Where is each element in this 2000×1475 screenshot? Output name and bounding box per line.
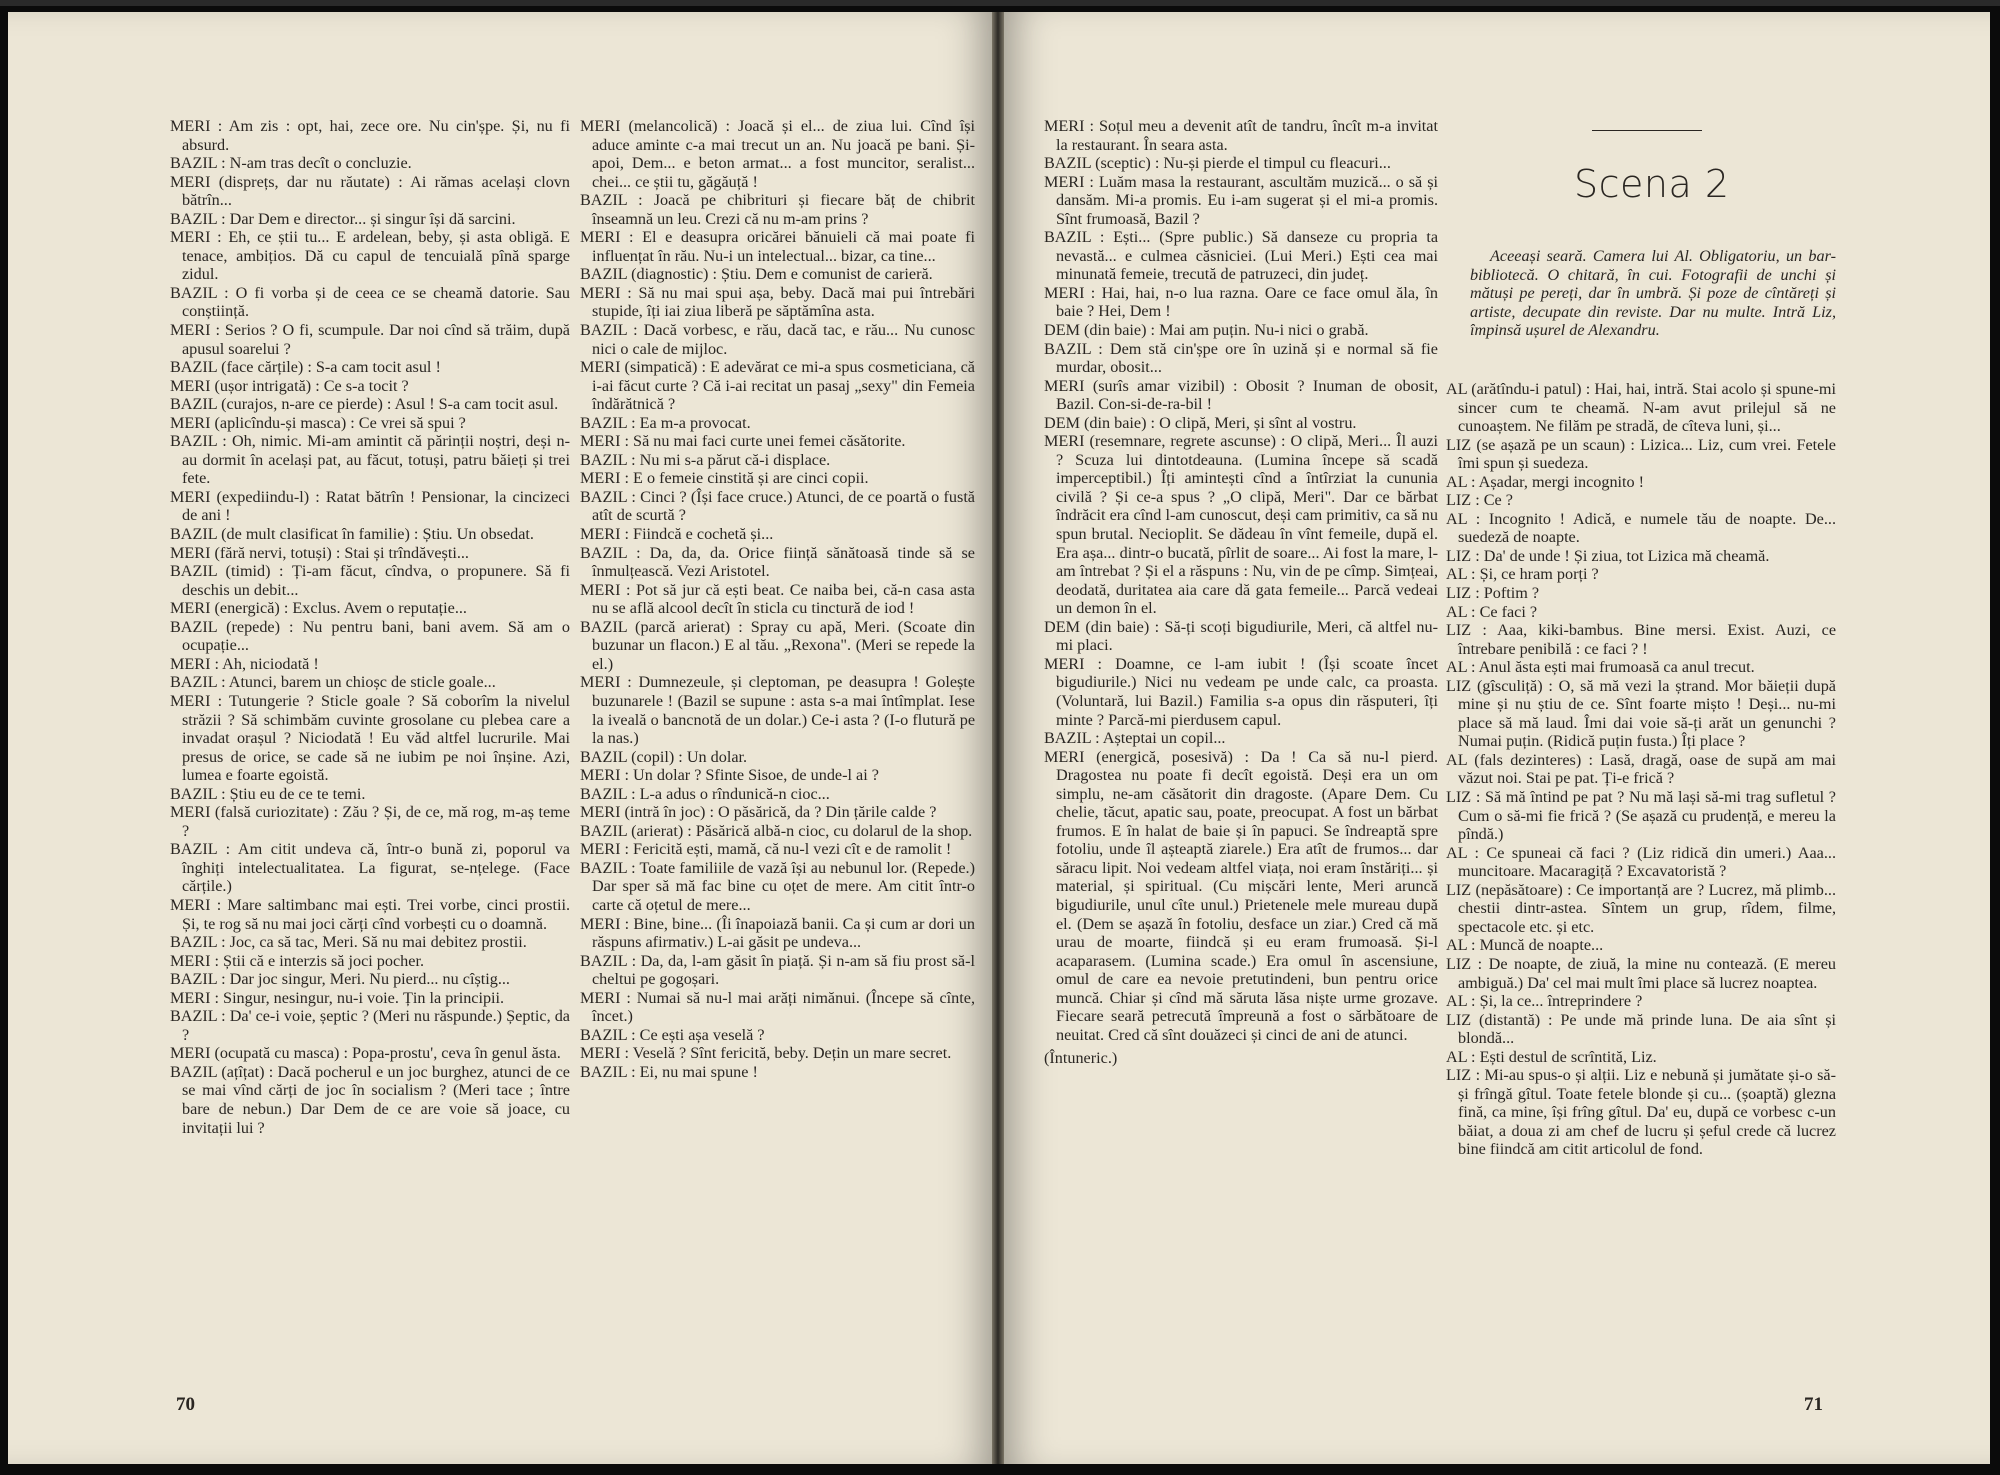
dialogue-line: BAZIL : Știu eu de ce te temi. <box>170 784 366 803</box>
dialogue-line: BAZIL : Joacă pe chibrituri și fiecare băț de chibrit înseamnă un leu. Crezi că nu m-am prins ? <box>580 191 975 228</box>
dialogue-line: MERI : Fericită ești, mamă, că nu-l vezi cît e de ramolit ! <box>580 840 952 859</box>
dialogue-line: BAZIL : Dar Dem e director... și singur își dă sarcini. <box>170 209 516 228</box>
dialogue-line: BAZIL : Da, da, da. Orice ființă sănătoasă tinde să se înmulțească. Vezi Aristotel. <box>580 543 975 581</box>
dialogue-line: MERI : El e deasupra oricărei bănuieli că mai poate fi influențat în rău. Nu-i un intelectual... bizar, ca tine... <box>580 228 975 265</box>
dialogue-line: MERI : Doamne, ce l-am iubit ! (Își scoate încet bigudiurile.) Nici nu vedeam pe unde calc, ca proasta. (Voluntară, lui Bazil.) Familia s-a opus din răsputeri, îți minte ? Parcă-mi pierdusem capul. <box>1044 654 1438 729</box>
dialogue-line: BAZIL (ațîțat) : Dacă pocherul e un joc burghez, atunci de ce se mai vînd cărți de joc în socialism ? (Meri tace ; între bare de nebun.) Dar Dem de ce are voie să joace, cu invitații lui ? <box>170 1062 570 1137</box>
dialogue-line: BAZIL (face cărțile) : S-a cam tocit asul ! <box>170 358 441 377</box>
dialogue-line: LIZ : Da' de unde ! Și ziua, tot Lizica mă cheamă. <box>1446 546 1770 565</box>
dialogue-line: MERI (ușor intrigată) : Ce s-a tocit ? <box>170 376 409 395</box>
dialogue-line: MERI : Mare saltimbanc mai ești. Trei vorbe, cinci prostii. Și, te rog să nu mai joci cărți cînd vorbești cu o doamnă. <box>170 895 570 933</box>
dialogue-line: LIZ : Mi-au spus-o și alții. Liz e nebună și jumătate și-o să-și frîngă gîtul. Toate fetele blonde și cu... (șoaptă) glezna fină, ca mine, își frîng gîtul. Da' eu, după ce vorbesc c-un băiat, a doua zi am chef de lucru și șeful crede că lucrez bine fiindcă am citit articolul de fond. <box>1446 1066 1836 1159</box>
dialogue-line: MERI (simpatică) : E adevărat ce mi-a spus cosmeticiana, că i-ai făcut curte ? Că i-ai recitat un pasaj „sexy" din Femeia îndărătnică ? <box>580 358 975 414</box>
dialogue-line: MERI (energică, posesivă) : Da ! Ca să nu-l pierd. Dragostea nu poate fi decît egoistă. Deși era un om simplu, ne-am căsătorit din dragoste. (Apare Dem. Cu chelie, tăcut, apatic sau, poate, preocupat. A fost un bărbat frumos. E în halat de baie și în papuci. Se îndreaptă spre fotoliu, unde îl așteaptă ziarele.) Era atît de frumos... dar săracu lipit. Noi vedeam altfel viața, noi eram înstăriți... și material, și spiritual. (Cu mișcări lente, Meri aruncă bigudiurile, unul cîte unul.) Prietenele mele mureau după el. (Dem se așază în fotoliu, desface un ziar.) Cred că mă urau de moarte, fiindcă și eu eram frumoasă. Și-l acaparasem. (Lumina scade.) Era omul în ascensiune, omul de care ea nevoie pretutindeni, bun pentru orice muncă. Chiar și cînd mă săruta lăsa niște urme grozave. Fiecare seară petrecută împreună a fost o sărbătoare de neuitat. Cred că sînt douăzeci și cinci de ani de atunci. <box>1044 747 1438 1044</box>
dialogue-line: BAZIL : Oh, nimic. Mi-am amintit că părinții noștri, deși n-au dormit în același pat, au făcut, totuși, patru băieți și trei fete. <box>170 432 570 488</box>
dialogue-line: MERI : Tutungerie ? Sticle goale ? Să coborîm la nivelul străzii ? Să schimbăm cuvinte grosolane cu plebea care a invadat orașul ? Niciodată ! Eu văd altfel lucrurile. Mai presus de orice, se cade să ne iubim pe noi înșine. Azi, lumea e foarte egoistă. <box>170 691 570 785</box>
dialogue-line: BAZIL (timid) : Ți-am făcut, cîndva, o propunere. Să fi deschis un debit... <box>170 562 570 599</box>
dialogue-line: MERI : Dumnezeule, și cleptoman, pe deasupra ! Golește buzunarele ! (Bazil se supune : asta s-a mai întîmplat. Iese la iveală o bancnotă de un dolar.) Ce-i asta ? (I-o flutură pe la nas.) <box>580 673 975 748</box>
dialogue-line: AL : Așadar, mergi incognito ! <box>1446 472 1645 491</box>
stage-direction: Aceeași seară. Camera lui Al. Obligatoriu, un bar-bibliotecă. O chitară, în cui. Fotografii de unchi și mătuși pe pereți, dar în umbră. Și poze de cîntăreți și artiste, decupate din reviste. Dar nu multe. Intră Liz, împinsă ușurel de Alexandru. <box>1470 247 1836 340</box>
dialogue-line: MERI (aplicîndu-și masca) : Ce vrei să spui ? <box>170 413 466 432</box>
dialogue-line: MERI : Un dolar ? Sfinte Sisoe, de unde-l ai ? <box>580 766 879 785</box>
dialogue-line: MERI : Fiindcă e cochetă și... <box>580 525 774 544</box>
dialogue-line: BAZIL (de mult clasificat în familie) : Știu. Un obsedat. <box>170 525 534 544</box>
right-column-1 <box>1044 117 1438 1068</box>
dialogue-line: BAZIL : Ea m-a provocat. <box>580 413 751 432</box>
dialogue-line: BAZIL (copil) : Un dolar. <box>580 747 748 766</box>
right-column-2 <box>1446 380 1836 1159</box>
dialogue-line: AL : Anul ăsta ești mai frumoasă ca anul trecut. <box>1446 658 1755 677</box>
dialogue-line: AL : Incognito ! Adică, e numele tău de noapte. De... suedeză de noapte. <box>1446 509 1836 547</box>
dialogue-line: BAZIL : Da, da, l-am găsit în piață. Și n-am să fiu prost să-l cheltui pe gogoșari. <box>580 951 975 989</box>
dialogue-line: MERI (ocupată cu masca) : Popa-prostu', ceva în genul ăsta. <box>170 1044 561 1063</box>
dialogue-line: MERI : Să nu mai spui așa, beby. Dacă mai pui întrebări stupide, îți iai ziua liberă pe săptămîna asta. <box>580 283 975 321</box>
dialogue-line: AL : Și, la ce... întreprindere ? <box>1446 992 1643 1011</box>
page-number-right: 71 <box>1804 1394 1823 1415</box>
dialogue-line: BAZIL : Joc, ca să tac, Meri. Să nu mai debitez prostii. <box>170 933 527 952</box>
dialogue-line: BAZIL : Nu mi s-a părut că-i displace. <box>580 450 831 469</box>
dialogue-line: MERI (disprețs, dar nu răutate) : Ai rămas același clovn bătrîn... <box>170 172 570 210</box>
dialogue-line: BAZIL : Ce ești așa veselă ? <box>580 1025 765 1044</box>
book-spine <box>992 12 1004 1464</box>
dialogue-line: BAZIL : Dar joc singur, Meri. Nu pierd... nu cîștig... <box>170 970 510 989</box>
right-page <box>1004 12 1990 1464</box>
dialogue-line: BAZIL (sceptic) : Nu-și pierde el timpul cu fleacuri... <box>1044 154 1391 173</box>
dialogue-line: AL (arătîndu-i patul) : Hai, hai, intră. Stai acolo și spune-mi sincer cum te cheamă. N-am avut prilejul să ne cunoaștem. Ne filăm pe stradă, de cîteva luni, și... <box>1446 380 1836 436</box>
dialogue-line: MERI : Numai să nu-l mai arăți nimănui. (Începe să cînte, încet.) <box>580 988 975 1026</box>
dialogue-line: MERI (surîs amar vizibil) : Obosit ? Inuman de obosit, Bazil. Con-si-de-ra-bil ! <box>1044 376 1438 414</box>
left-page <box>8 12 992 1464</box>
scene-divider-rule <box>1592 130 1702 131</box>
scene-title: Scena 2 <box>1574 162 1730 206</box>
dialogue-line: AL : Ce spuneai că faci ? (Liz ridică din umeri.) Aaa... muncitoare. Macaragiță ? Excavatoristă ? <box>1446 843 1836 881</box>
dialogue-line: MERI (intră în joc) : O păsărică, da ? Din țările calde ? <box>580 803 937 822</box>
dialogue-line: AL : Muncă de noapte... <box>1446 936 1604 955</box>
dialogue-line: BAZIL : N-am tras decît o concluzie. <box>170 154 412 173</box>
dialogue-line: BAZIL : Toate familiile de vază își au nebunul lor. (Repede.) Dar sper să mă fac bine cu oțet de mere. Am citit într-o carte că oțetul de mere... <box>580 858 975 914</box>
dialogue-line: DEM (din baie) : Mai am puțin. Nu-i nici o grabă. <box>1044 321 1369 340</box>
dialogue-line: MERI (falsă curiozitate) : Zău ? Și, de ce, mă rog, m-aș teme ? <box>170 803 570 840</box>
dialogue-line: BAZIL (diagnostic) : Știu. Dem e comunist de carieră. <box>580 265 933 284</box>
dialogue-line: LIZ (gîsculiță) : O, să mă vezi la ștrand. Mor băieții după mine și nu știu de ce. Sînt foarte mișto ! Deși... nu-mi place să mă laud. Îmi dai voie să-ți arăt un genunchi ? Numai puțin. (Ridică puțin fusta.) Îți place ? <box>1446 676 1836 751</box>
dialogue-line: MERI (resemnare, regrete ascunse) : O clipă, Meri... Îl auzi ? Scuza lui dintotdeauna. (Lumina începe să scadă imperceptibil.) Îți amintești cînd a întîrziat la cununia civilă ? Și ce-a spus ? „O clipă, Meri". Dar ce bărbat îndrăcit era cînd l-am cunoscut, deși cam primitiv, ca să nu spun brutal. Necioplit. Se dădeau în vînt femeile, după el. Era așa... dintr-o bucată, pîrlit de soare... Ai fost la mare, l-am întrebat ? Și el a răspuns : Nu, vin de pe cîmp. Simțeai, deodată, duritatea aia care dă gata femeile... Parcă vedeai un demon în el. <box>1044 432 1438 618</box>
dialogue-line: LIZ : Ce ? <box>1446 491 1513 510</box>
dialogue-line: BAZIL : Ești... (Spre public.) Să danseze cu propria ta nevastă... e culmea căsniciei. (Lui Meri.) Ești cea mai minunată femeie, trecută de patruzeci, din județ. <box>1044 228 1438 284</box>
dialogue-line: BAZIL : Dacă vorbesc, e rău, dacă tac, e rău... Nu cunosc nici o cale de mijloc. <box>580 321 975 358</box>
dialogue-line: AL : Și, ce hram porți ? <box>1446 565 1599 584</box>
dialogue-line: BAZIL : O fi vorba și de ceea ce se cheamă datorie. Sau conștiință. <box>170 283 570 321</box>
dialogue-line: LIZ (nepăsătoare) : Ce importanță are ? Lucrez, mă plimb... chestii dintr-astea. Sîntem un grup, rîdem, filme, spectacole etc. și etc. <box>1446 880 1836 936</box>
dialogue-line: MERI (expediindu-l) : Ratat bătrîn ! Pensionar, la cincizeci de ani ! <box>170 487 570 525</box>
dialogue-line: LIZ : De noapte, de ziuă, la mine nu contează. (E mereu ambiguă.) Da' cel mai mult îmi place să lucrez noaptea. <box>1446 954 1836 992</box>
dialogue-line: MERI : Veselă ? Sînt fericită, beby. Dețin un mare secret. <box>580 1044 952 1063</box>
dialogue-line: MERI : Soțul meu a devenit atît de tandru, încît m-a invitat la restaurant. În seara asta. <box>1044 117 1438 154</box>
dialogue-line: BAZIL : L-a adus o rîndunică-n cioc... <box>580 784 830 803</box>
dialogue-line: MERI : Ah, niciodată ! <box>170 654 319 673</box>
dialogue-line: LIZ : Să mă întind pe pat ? Nu mă lași să-mi trag sufletul ? Cum o să-mi fie frică ? (Se așază cu prudență, e mereu la pîndă.) <box>1446 788 1836 844</box>
dialogue-line: AL : Ești destul de scrîntită, Liz. <box>1446 1047 1657 1066</box>
dialogue-line: BAZIL : Ei, nu mai spune ! <box>580 1062 758 1081</box>
dialogue-line: BAZIL (arierat) : Păsărică albă-n cioc, cu dolarul de la shop. <box>580 821 973 840</box>
dialogue-line: MERI : Știi că e interzis să joci pocher. <box>170 951 424 970</box>
dialogue-line: MERI (fără nervi, totuși) : Stai și trîndăvești... <box>170 543 469 562</box>
dialogue-line: MERI : Eh, ce știi tu... E ardelean, beby, și asta obligă. E tenace, ambițios. Dă cu capul de tencuială pînă sparge zidul. <box>170 228 570 284</box>
dialogue-line: MERI : Luăm masa la restaurant, ascultăm muzică... o să și dansăm. Mi-a promis. Eu i-am sugerat și el mi-a promis. Sînt frumoasă, Bazil ? <box>1044 172 1438 228</box>
dialogue-line: DEM (din baie) : O clipă, Meri, și sînt al vostru. <box>1044 413 1357 432</box>
dialogue-line: MERI : E o femeie cinstită și are cinci copii. <box>580 469 869 488</box>
dialogue-line: AL : Ce faci ? <box>1446 602 1538 621</box>
dialogue-line: (Întuneric.) <box>1044 1049 1118 1068</box>
dialogue-line: MERI : Să nu mai faci curte unei femei căsătorite. <box>580 432 906 451</box>
dialogue-line: MERI : Hai, hai, n-o lua razna. Oare ce face omul ăla, în baie ? Hei, Dem ! <box>1044 283 1438 321</box>
dialogue-line: MERI : Am zis : opt, hai, zece ore. Nu cin'șpe. Și, nu fi absurd. <box>170 117 570 154</box>
left-column-2 <box>580 117 975 1081</box>
dialogue-line: AL (fals dezinteres) : Lasă, dragă, oase de supă am mai văzut noi. Stai pe pat. Ți-e frică ? <box>1446 750 1836 788</box>
dialogue-line: MERI : Pot să jur că ești beat. Ce naiba bei, că-n casa asta nu se află alcool decît în sticla cu tinctură de iod ! <box>580 580 975 618</box>
dialogue-line: MERI (melancolică) : Joacă și el... de ziua lui. Cînd își aduce aminte c-a mai trecut un an. Nu joacă pe bani. Și-apoi, Dem... e beton armat... a fost muncitor, seralist... chei... ce știi tu, găgăuță ! <box>580 117 975 191</box>
dialogue-line: BAZIL : Am citit undeva că, într-o bună zi, poporul va înghiți intelectualitatea. La figurat, se-nțelege. (Face cărțile.) <box>170 840 570 896</box>
dialogue-line: MERI : Bine, bine... (Îi înapoiază banii. Ca și cum ar dori un răspuns afirmativ.) L-ai găsit pe undeva... <box>580 914 975 952</box>
dialogue-line: MERI (energică) : Exclus. Avem o reputație... <box>170 599 467 618</box>
page-number-left: 70 <box>176 1394 195 1415</box>
dialogue-line: LIZ (se așază pe un scaun) : Lizica... Liz, cum vrei. Fetele îmi spun și suedeza. <box>1446 435 1836 473</box>
dialogue-line: LIZ : Poftim ? <box>1446 584 1540 603</box>
dialogue-line: MERI : Singur, nesingur, nu-i voie. Țin la principii. <box>170 988 505 1007</box>
book-top-edge <box>0 0 2000 6</box>
dialogue-line: BAZIL (curajos, n-are ce pierde) : Asul ! S-a cam tocit asul. <box>170 395 559 414</box>
dialogue-line: LIZ : Aaa, kiki-bambus. Bine mersi. Exist. Auzi, ce întrebare penibilă : ce faci ? ! <box>1446 621 1836 658</box>
dialogue-line: BAZIL : Cinci ? (Își face cruce.) Atunci, de ce poartă o fustă atît de scurtă ? <box>580 487 975 525</box>
dialogue-line: BAZIL : Așteptai un copil... <box>1044 729 1226 748</box>
dialogue-line: BAZIL : Dem stă cin'șpe ore în uzină și e normal să fie murdar, obosit... <box>1044 339 1438 377</box>
dialogue-line: LIZ (distantă) : Pe unde mă prinde luna. De aia sînt și blondă... <box>1446 1010 1836 1048</box>
dialogue-line: BAZIL : Da' ce-i voie, șeptic ? (Meri nu răspunde.) Șeptic, da ? <box>170 1007 570 1044</box>
dialogue-line: BAZIL (parcă arierat) : Spray cu apă, Meri. (Scoate din buzunar un flacon.) E al tău. „Rexona". (Meri se repede la el.) <box>580 617 975 673</box>
dialogue-line: DEM (din baie) : Să-ți scoți bigudiurile, Meri, că altfel nu-mi placi. <box>1044 617 1438 655</box>
dialogue-line: BAZIL (repede) : Nu pentru bani, bani avem. Să am o ocupație... <box>170 617 570 655</box>
left-column-1 <box>170 117 570 1137</box>
dialogue-line: BAZIL : Atunci, barem un chioșc de sticle goale... <box>170 673 496 692</box>
dialogue-line: MERI : Serios ? O fi, scumpule. Dar noi cînd să trăim, după apusul soarelui ? <box>170 321 570 358</box>
